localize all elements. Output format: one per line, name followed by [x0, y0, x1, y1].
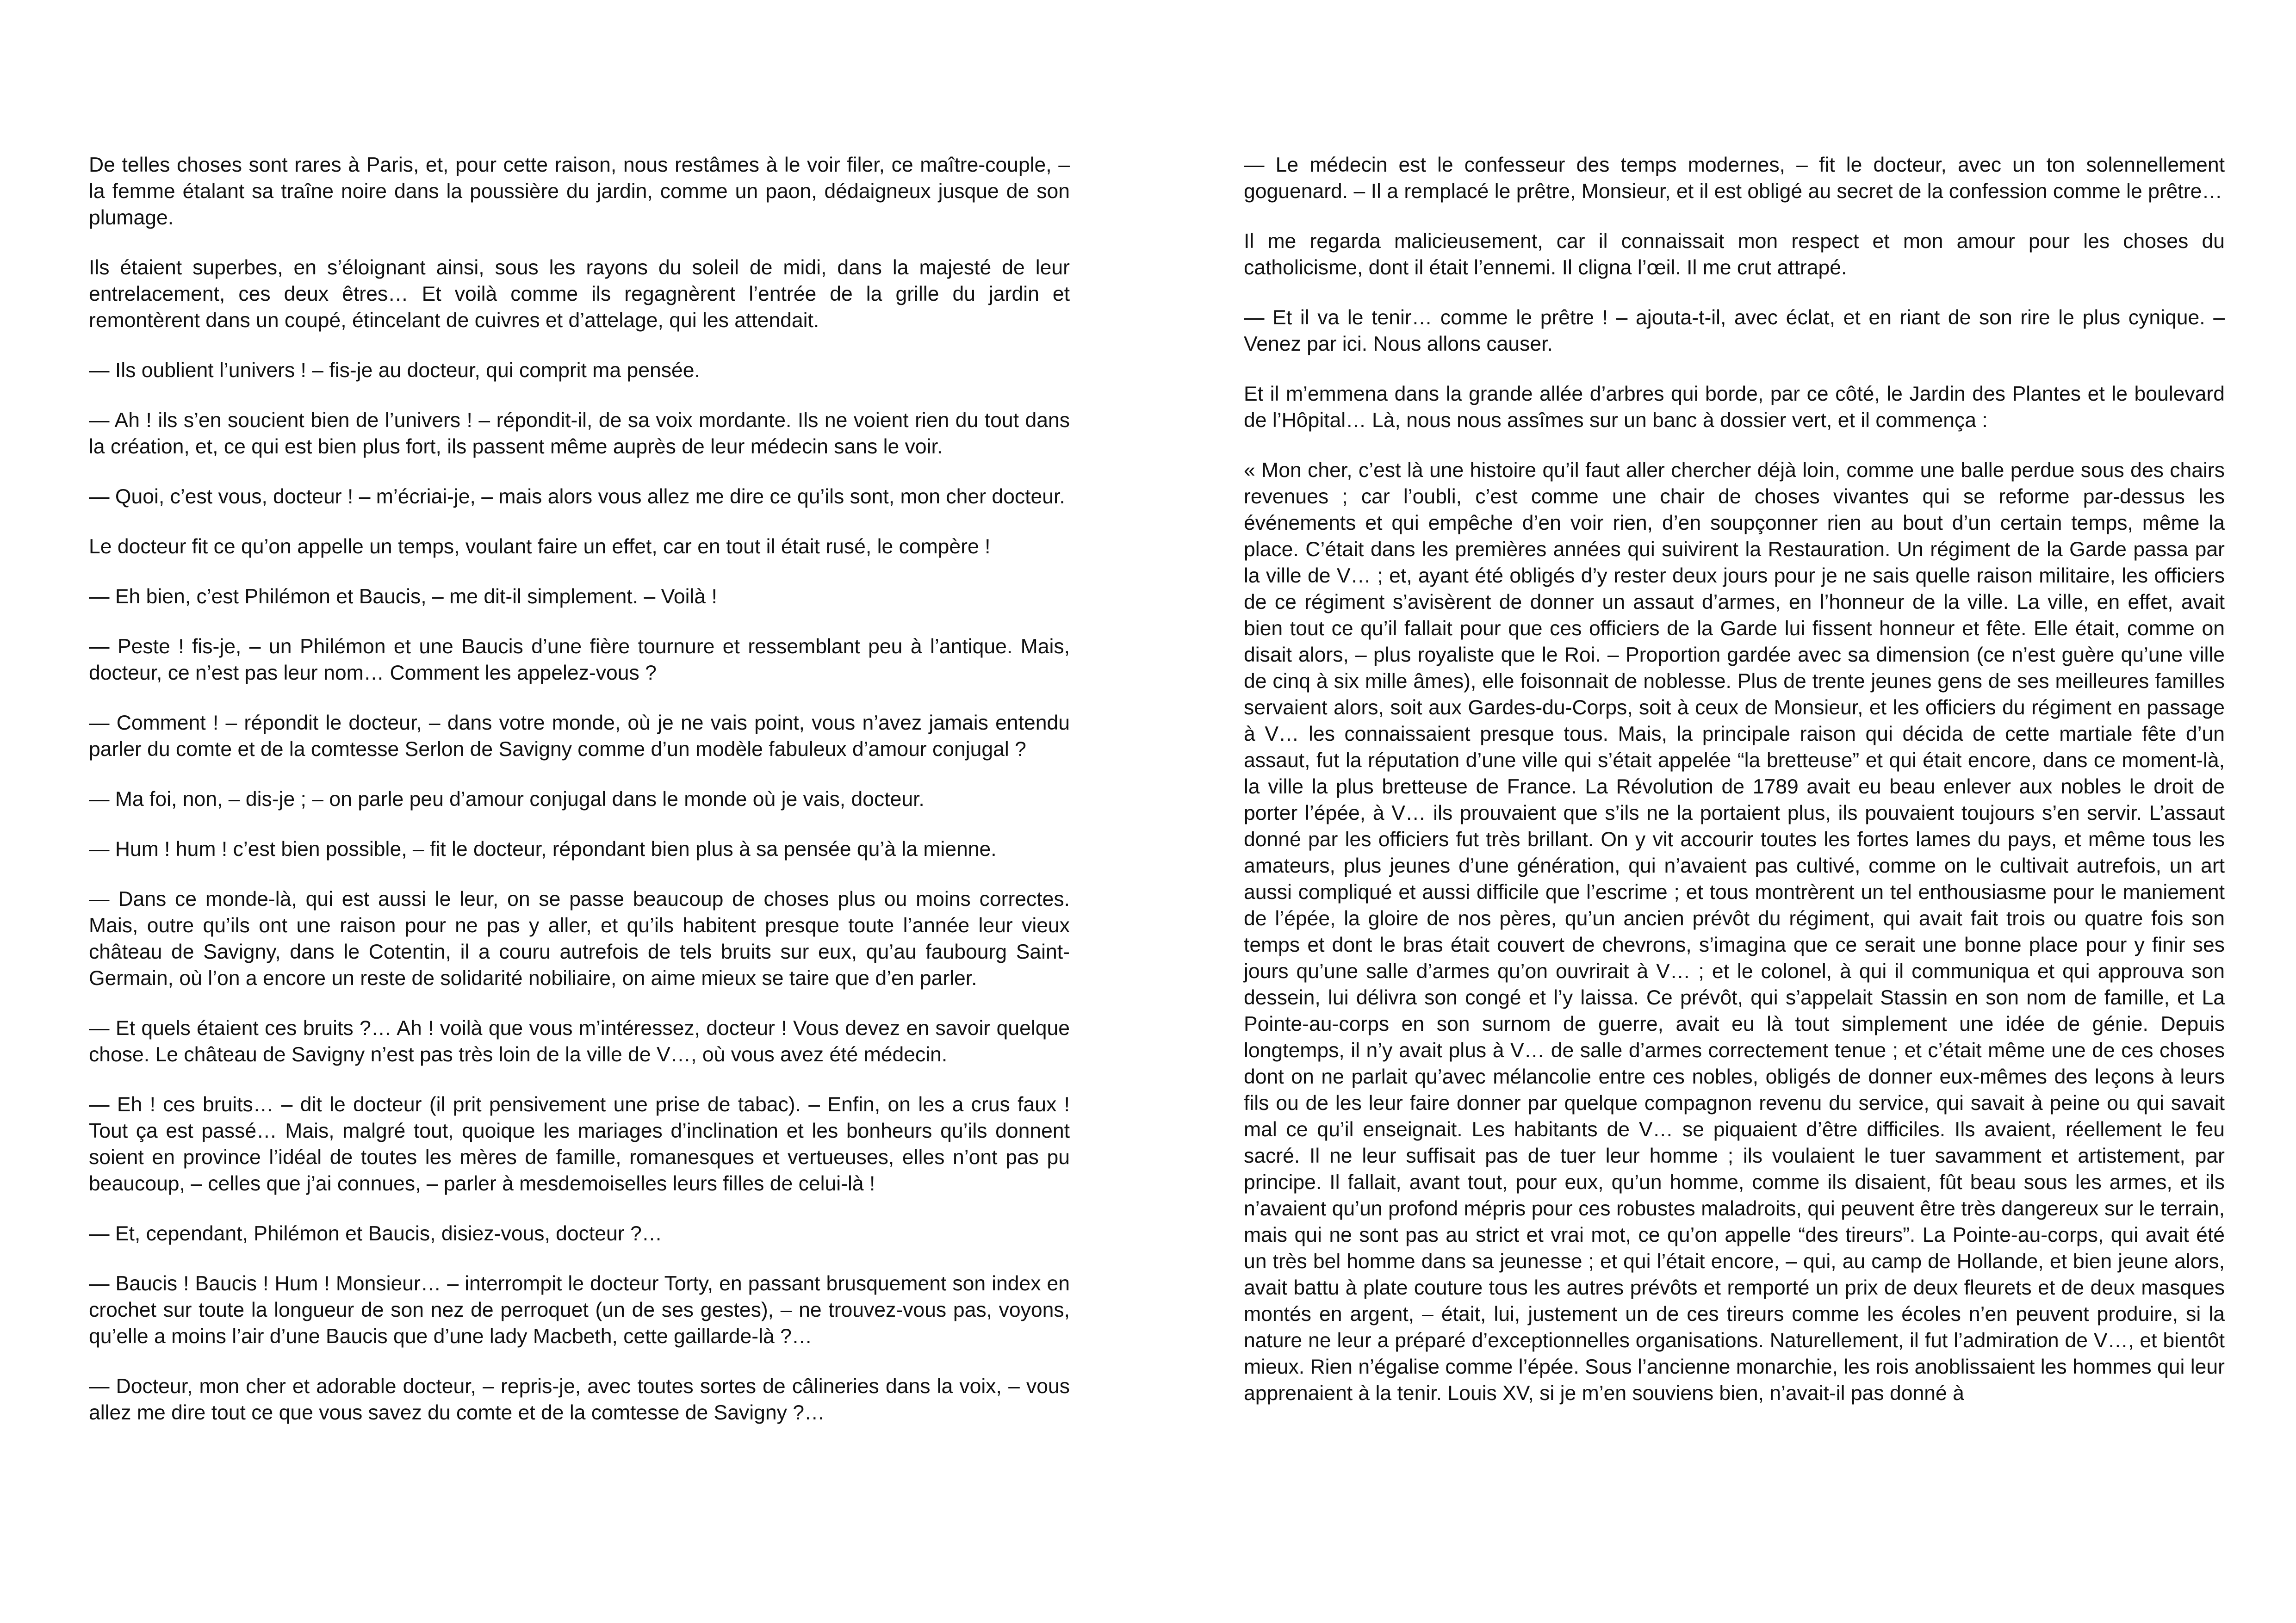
paragraph: — Comment ! – répondit le docteur, – dans votre monde, où je ne vais point, vous n’avez jamais entendu parler du comte et de la comtesse Serlon de Savigny comme d’un modèle fabuleux d’amour conjugal ?	[89, 712, 1070, 761]
paragraph: — Et quels étaient ces bruits ?… Ah ! voilà que vous m’intéressez, docteur ! Vous devez en savoir quelque chose. Le château de Savigny n’est pas très loin de la ville de V…, où vous avez été médecin.	[89, 1017, 1070, 1066]
paragraph: — Et il va le tenir… comme le prêtre ! – ajouta-t-il, avec éclat, et en riant de son rire le plus cynique. – Venez par ici. Nous allons causer.	[1244, 306, 2225, 355]
right-page-text	[1244, 152, 2225, 1430]
paragraph: — Eh bien, c’est Philémon et Baucis, – me dit-il simplement. – Voilà !	[89, 585, 717, 608]
paragraph: — Ils oublient l’univers ! – fis-je au docteur, qui comprit ma pensée.	[89, 359, 700, 382]
paragraph: — Docteur, mon cher et adorable docteur, – repris-je, avec toutes sortes de câlineries dans la voix, – vous allez me dire tout ce que vous savez du comte et de la comtesse de Savigny ?…	[89, 1375, 1070, 1424]
paragraph: — Quoi, c’est vous, docteur ! – m’écriai-je, – mais alors vous allez me dire ce qu’ils sont, mon cher docteur.	[89, 485, 1065, 508]
paragraph: Le docteur fit ce qu’on appelle un temps, voulant faire un effet, car en tout il était rusé, le compère !	[89, 535, 991, 558]
left-page-text	[89, 152, 1070, 1450]
paragraph: — Hum ! hum ! c’est bien possible, – fit le docteur, répondant bien plus à sa pensée qu’à la mienne.	[89, 838, 997, 861]
paragraph: « Mon cher, c’est là une histoire qu’il faut aller chercher déjà loin, comme une balle perdue sous des chairs revenues ; car l’oubli, c’est comme une chair de choses vivantes qui se reforme par-dessus les événements et qui empêche d’en voir rien, d’en soupçonner rien au bout d’un certain temps, même la place. C’était dans les premières années qui suivirent la Restauration. Un régiment de la Garde passa par la ville de V… ; et, ayant été obligés d’y rester deux jours pour je ne sais quelle raison militaire, les officiers de ce régiment s’avisèrent de donner un assaut d’armes, en l’honneur de la ville. La ville, en effet, avait bien tout ce qu’il fallait pour que ces officiers de la Garde lui fissent honneur et fête. Elle était, comme on disait alors, – plus royaliste que le Roi. – Proportion gardée avec sa dimension (ce n’est guère qu’une ville de cinq à six mille âmes), elle foisonnait de noblesse. Plus de trente jeunes gens de ses meilleures familles servaient alors, soit aux Gardes-du-Corps, soit à ceux de Monsieur, et les officiers du régiment en passage à V… les connaissaient presque tous. Mais, la principale raison qui décida de cette martiale fête d’un assaut, fut la réputation d’une ville qui s’était appelée “la bretteuse” et qui était encore, dans ce moment-là, la ville la plus bretteuse de France. La Révolution de 1789 avait eu beau enlever aux nobles le droit de porter l’épée, à V… ils prouvaient que s’ils ne la portaient plus, ils pouvaient toujours s’en servir. L’assaut donné par les officiers fut très brillant. On y vit accourir toutes les fortes lames du pays, et même tous les amateurs, plus jeunes d’une génération, qui n’avaient pas cultivé, comme on le cultivait autrefois, un art aussi compliqué et aussi difficile que l’escrime ; et tous montrèrent un tel enthousiasme pour le maniement de l’épée, la gloire de nos pères, qu’un ancien prévôt du régiment, qui avait fait trois ou quatre fois son temps et dont le bras était couvert de chevrons, s’imagina que ce serait une bonne place pour y finir ses jours qu’une salle d’armes qu’on ouvrirait à V… ; et le colonel, à qui il communiqua et qui approuva son dessein, lui délivra son congé et l’y laissa. Ce prévôt, qui s’appelait Stassin en son nom de famille, et La Pointe-au-corps en son surnom de guerre, avait eu là tout simplement une idée de génie. Depuis longtemps, il n’y avait plus à V… de salle d’armes correctement tenue ; et c’était même une de ces choses dont on ne parlait qu’avec mélancolie entre ces nobles, obligés de donner eux-mêmes des leçons à leurs fils ou de les leur faire donner par quelque compagnon revenu du service, qui savait à peine ou qui savait mal ce qu’il enseignait. Les habitants de V… se piquaient d’être difficiles. Ils avaient, réellement le feu sacré. Il ne leur suffisait pas de tuer leur homme ; ils voulaient le tuer savamment et artistement, par principe. Il fallait, avant tout, pour eux, qu’un homme, comme ils disaient, fût beau sous les armes, et ils n’avaient qu’un profond mépris pour ces robustes maladroits, qui peuvent être très dangereux sur le terrain, mais qui ne sont pas au strict et vrai mot, ce qu’on appelle “des tireurs”. La Pointe-au-corps, qui avait été un très bel homme dans sa jeunesse ; et qui l’était encore, – qui, au camp de Hollande, et bien jeune alors, avait battu à plate couture tous les autres prévôts et remporté un prix de deux fleurets et de deux masques montés en argent, – était, lui, justement un de ces tireurs comme les écoles n’en peuvent produire, si la nature ne leur a préparé d’exceptionnelles organisations. Naturellement, il fut l’admiration de V…, et bientôt mieux. Rien n’égalise comme l’épée. Sous l’ancienne monarchie, les rois anoblissaient les hommes qui leur apprenaient à la tenir. Louis XV, si je m’en souviens bien, n’avait-il pas donné à	[1244, 459, 2225, 1405]
paragraph: Ils étaient superbes, en s’éloignant ainsi, sous les rayons du soleil de midi, dans la majesté de leur entrelacement, ces deux êtres… Et voilà comme ils regagnèrent l’entrée de la grille du jardin et remontèrent dans un coupé, étincelant de cuivres et d’attelage, qui les attendait.	[89, 256, 1070, 332]
paragraph: — Dans ce monde-là, qui est aussi le leur, on se passe beaucoup de choses plus ou moins correctes. Mais, outre qu’ils ont une raison pour ne pas y aller, et qu’ils habitent presque toute l’année leur vieux château de Savigny, dans le Cotentin, il a couru autrefois de tels bruits sur eux, qu’au faubourg Saint-Germain, où l’on a encore un reste de solidarité nobiliaire, on aime mieux se taire que d’en parler.	[89, 888, 1070, 990]
paragraph: — Ah ! ils s’en soucient bien de l’univers ! – répondit-il, de sa voix mordante. Ils ne voient rien du tout dans la création, et, ce qui est bien plus fort, ils passent même auprès de leur médecin sans le voir.	[89, 409, 1070, 458]
paragraph: De telles choses sont rares à Paris, et, pour cette raison, nous restâmes à le voir filer, ce maître-couple, – la femme étalant sa traîne noire dans la poussière du jardin, comme un paon, dédaigneux jusque de son plumage.	[89, 154, 1070, 229]
paragraph: — Eh ! ces bruits… – dit le docteur (il prit pensivement une prise de tabac). – Enfin, on les a crus faux ! Tout ça est passé… Mais, malgré tout, quoique les mariages d’inclination et les bonheurs qu’ils donnent soient en province l’idéal de toutes les mères de famille, romanesques et vertueuses, elles n’ont pas pu beaucoup, – celles que j’ai connues, – parler à mesdemoiselles leurs filles de celui-là !	[89, 1093, 1070, 1195]
paragraph: — Le médecin est le confesseur des temps modernes, – fit le docteur, avec un ton solennellement goguenard. – Il a remplacé le prêtre, Monsieur, et il est obligé au secret de la confession comme le prêtre…	[1244, 154, 2225, 203]
paragraph: Il me regarda malicieusement, car il connaissait mon respect et mon amour pour les choses du catholicisme, dont il était l’ennemi. Il cligna l’œil. Il me crut attrapé.	[1244, 230, 2225, 279]
paragraph: — Et, cependant, Philémon et Baucis, disiez-vous, docteur ?…	[89, 1222, 663, 1245]
paragraph: — Peste ! fis-je, – un Philémon et une Baucis d’une fière tournure et ressemblant peu à l’antique. Mais, docteur, ce n’est pas leur nom… Comment les appelez-vous ?	[89, 635, 1070, 684]
paragraph: Et il m’emmena dans la grande allée d’arbres qui borde, par ce côté, le Jardin des Plantes et le boulevard de l’Hôpital… Là, nous nous assîmes sur un banc à dossier vert, et il commença :	[1244, 383, 2225, 432]
paragraph: — Ma foi, non, – dis-je ; – on parle peu d’amour conjugal dans le monde où je vais, docteur.	[89, 788, 925, 811]
paragraph: — Baucis ! Baucis ! Hum ! Monsieur… – interrompit le docteur Torty, en passant brusquement son index en crochet sur toute la longueur de son nez de perroquet (un de ses gestes), – ne trouvez-vous pas, voyons, qu’elle a moins l’air d’une Baucis que d’une lady Macbeth, cette gaillarde-là ?…	[89, 1272, 1070, 1348]
